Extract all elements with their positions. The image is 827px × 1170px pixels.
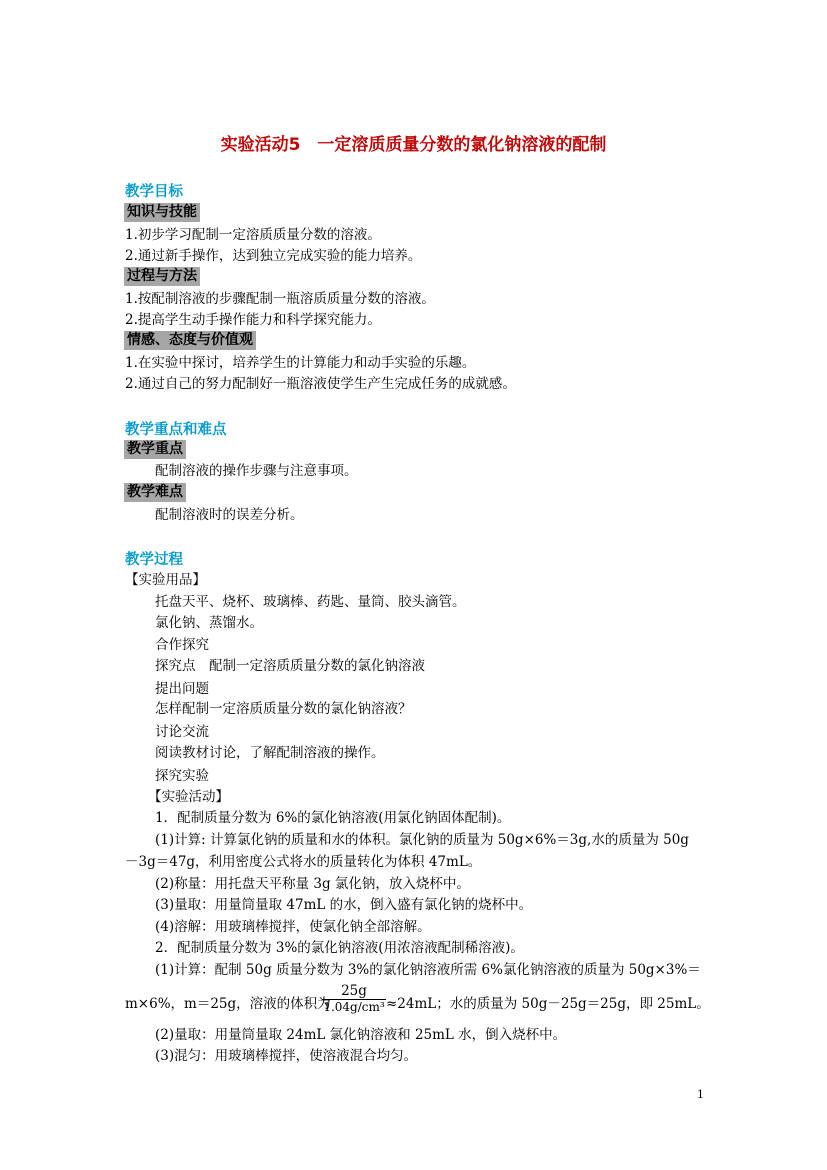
subheading-knowledge: 知识与技能: [124, 203, 200, 222]
section-heading-goals: 教学目标: [125, 184, 183, 200]
subheading-process: 过程与方法: [124, 267, 200, 286]
process-line-6: 怎样配制一定溶质质量分数的氯化钠溶液？: [155, 701, 412, 717]
goal-process-2: 2.提高学生动手操作能力和科学探究能力。: [125, 312, 381, 328]
key-point-text: 配制溶液的操作步骤与注意事项。: [155, 463, 358, 479]
activity1-weigh: (2)称量：用托盘天平称量 3g 氯化钠，放入烧杯中。: [155, 876, 470, 892]
process-line-5: 提出问题: [155, 681, 209, 697]
fraction-numerator: 25g: [341, 983, 367, 999]
process-line-1: 托盘天平、烧杯、玻璃棒、药匙、量筒、胶头滴管。: [155, 594, 466, 610]
process-line-3: 合作探究: [155, 637, 209, 653]
process-line-4: 探究点 配制一定溶质质量分数的氯化钠溶液: [155, 658, 425, 674]
fraction-denominator: 1.04g/cm³: [323, 1000, 385, 1014]
goal-process-1: 1.按配制溶液的步骤配制一瓶溶质质量分数的溶液。: [125, 291, 435, 307]
activity-label: 【实验活动】: [148, 789, 229, 805]
difficulty-text: 配制溶液时的误差分析。: [155, 507, 304, 523]
page-title: 实验活动5 一定溶质质量分数的氯化钠溶液的配制: [220, 135, 607, 155]
process-line-9: 探究实验: [155, 768, 209, 784]
goal-emotion-2: 2.通过自己的努力配制好一瓶溶液使学生产生完成任务的成就感。: [125, 376, 516, 392]
process-line-7: 讨论交流: [155, 724, 209, 740]
activity2-measure: (2)量取：用量筒量取 24mL 氯化钠溶液和 25mL 水，倒入烧杯中。: [155, 1027, 567, 1043]
activity2-mix: (3)混匀：用玻璃棒搅拌，使溶液混合均匀。: [155, 1048, 418, 1064]
subheading-difficulty: 教学难点: [124, 483, 186, 502]
volume-fraction: [322, 983, 386, 1014]
section-heading-process: 教学过程: [125, 552, 183, 568]
page-number: 1: [697, 1088, 704, 1101]
activity1-calc-line2: －3g＝47g，利用密度公式将水的质量转化为体积 47mL。: [125, 854, 482, 870]
section-heading-keypoints: 教学重点和难点: [125, 422, 227, 438]
activity2-title: 2．配制质量分数为 3%的氯化钠溶液(用浓溶液配制稀溶液)。: [155, 940, 524, 956]
process-line-2: 氯化钠、蒸馏水。: [155, 615, 263, 631]
subheading-key: 教学重点: [124, 440, 186, 459]
activity1-measure: (3)量取：用量筒量取 47mL 的水，倒入盛有氯化钠的烧杯中。: [155, 897, 533, 913]
activity2-calc-line1: (1)计算：配制 50g 质量分数为 3%的氯化钠溶液所需 6%氯化钠溶液的质量为 50g×3%＝: [155, 962, 701, 978]
process-line-8: 阅读教材讨论，了解配制溶液的操作。: [155, 745, 385, 761]
goal-knowledge-1: 1.初步学习配制一定溶质质量分数的溶液。: [125, 227, 381, 243]
subheading-emotion: 情感、态度与价值观: [124, 331, 256, 350]
activity1-calc-line1: (1)计算: 计算氯化钠的质量和水的体积。氯化钠的质量为 50g×6%＝3g,水的质量为 50g: [155, 832, 689, 848]
goal-emotion-1: 1.在实验中探讨，培养学生的计算能力和动手实验的乐趣。: [125, 355, 476, 371]
goal-knowledge-2: 2.通过新手操作，达到独立完成实验的能力培养。: [125, 248, 422, 264]
materials-label: 【实验用品】: [125, 572, 206, 588]
activity2-calc-line2-prefix: m×6%，m＝25g，溶液的体积为: [125, 996, 331, 1012]
activity2-calc-line2-suffix: ≈24mL；水的质量为 50g－25g＝25g，即 25mL。: [386, 996, 710, 1012]
activity1-dissolve: (4)溶解：用玻璃棒搅拌，使氯化钠全部溶解。: [155, 919, 431, 935]
activity1-title: 1．配制质量分数为 6%的氯化钠溶液(用氯化钠固体配制)。: [155, 810, 511, 826]
